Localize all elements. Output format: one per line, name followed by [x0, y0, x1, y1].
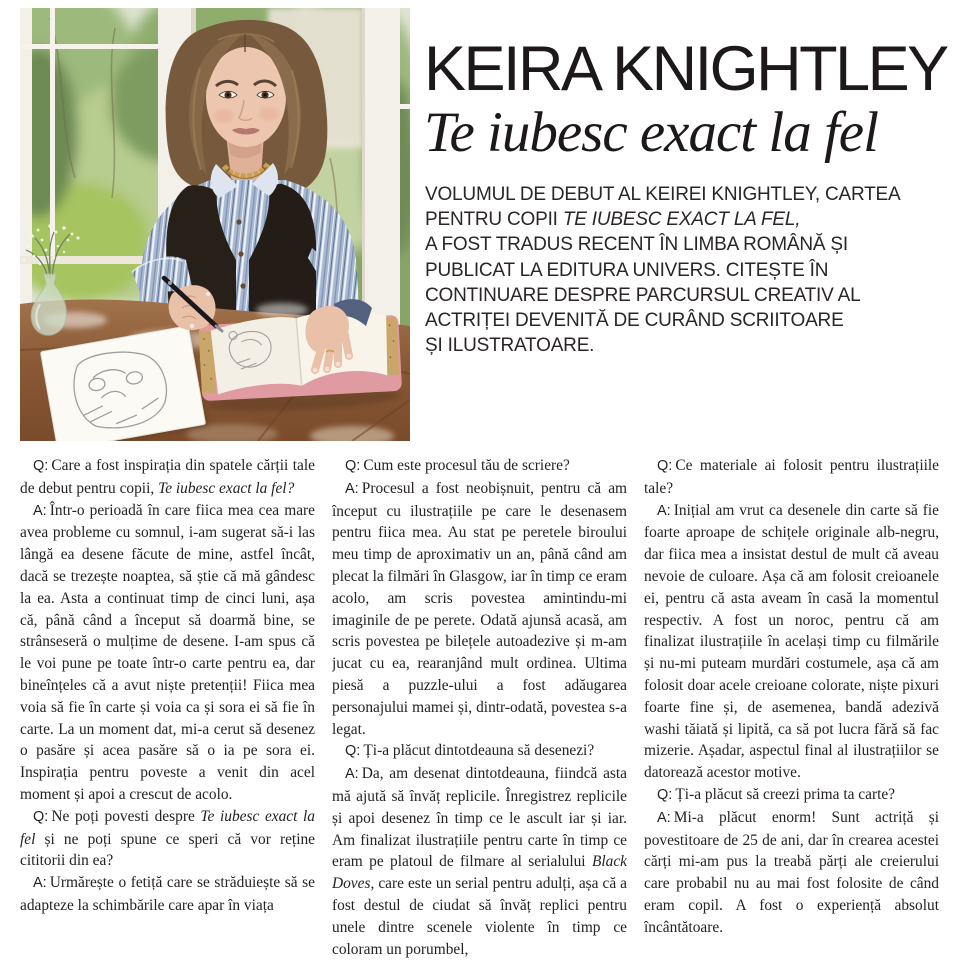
qa-label: Q: [345, 458, 361, 474]
qa-label: Q: [33, 808, 49, 825]
hero-photo-illustration [20, 8, 410, 441]
qa-label: A: [657, 809, 671, 826]
article-paragraph: A: Urmărește o fetiță care se străduiește să se adapteze la schimbările care apar în viața [20, 874, 315, 914]
qa-label: A: [345, 766, 359, 783]
article-title: KEIRA KNIGHTLEY [424, 34, 947, 104]
headline-block [424, 34, 947, 164]
article-paragraph: A: Mi-a plăcut enorm! Sunt actriță și povestitoare de 25 de ani, dar în crearea acestei cărți mi-am pus la treabă părți ale creierului care probabil nu au mai fost folosite de când eram copil. A fost o experiență absolut încântătoare. [644, 808, 939, 936]
article-paragraph: A: Da, am desenat dintotdeauna, fiindcă asta mă ajută să învăț replicile. Înregistrez replicile și apoi desenez în timp ce le ascult iar și iar. Am finalizat ilustrațiile pentru carte în timp ce eram pe platoul de filmare al serialului Black Doves, care este un serial pentru adulți, așa că a fost destul de ciudat să învăț replici pentru unele dintre scenele violente în timp ce coloram un porumbel, [332, 765, 627, 958]
article-paragraph: Q: Ți-a plăcut să creezi prima ta carte? [657, 785, 896, 803]
article-paragraph: Q: Ți-a plăcut dintotdeauna să desenezi? [345, 742, 595, 760]
article-paragraph: Q: Ce materiale ai folosit pentru ilustrațiile tale? [644, 457, 939, 497]
qa-label: A: [33, 875, 47, 892]
intro-line: ACTRIȚEI DEVENITĂ DE CURÂND SCRIITOARE [425, 310, 844, 332]
qa-label: Q: [345, 743, 361, 760]
intro-line: PUBLICAT LA EDITURA UNIVERS. CITEȘTE ÎN [425, 259, 829, 281]
hero-photo [20, 8, 410, 441]
intro-paragraph [425, 182, 953, 358]
article-column-1 [20, 455, 315, 960]
qa-label: A: [345, 480, 359, 497]
intro-line: A FOST TRADUS RECENT ÎN LIMBA ROMÂNĂ ȘI [425, 234, 848, 256]
qa-label: Q: [33, 458, 49, 474]
qa-label: A: [33, 502, 47, 519]
article-paragraph: A: Într-o perioadă în care fiica mea cea mare avea probleme cu somnul, i-am sugerat să-i las lângă ea desene făcute de mine, astfel încât, dacă se trezește noaptea, să știe că mă gândesc la ea. Asta a continuat timp de cinci luni, așa că, până când a început să doarmă bine, se strânseseră o mulțime de desene. I-am spus că le voi pune pe toate într-o carte pentru ea, dar bineînțeles că a avut niște pretenții! Fiica mea voia să fie în carte și voia ca și sora ei să fie în carte. La un moment dat, mi-a cerut să desenez o pasăre și acea pasăre să o ia pe sora ei. Inspirația pentru poveste a venit din acel moment și apoi a crescut de acolo. [20, 501, 315, 803]
qa-label: Q: [657, 458, 673, 474]
article-subtitle: Te iubesc exact la fel [424, 100, 878, 164]
intro-line: VOLUMUL DE DEBUT AL KEIREI KNIGHTLEY, CARTEA [425, 184, 901, 205]
intro-line: CONTINUARE DESPRE PARCURSUL CREATIV AL [425, 284, 861, 306]
article-column-3 [644, 455, 939, 960]
article-paragraph: Q: Ne poți povesti despre Te iubesc exact la fel și ne poți spune ce speri că vor reține cititorii din ea? [20, 807, 315, 870]
article-paragraph: A: Procesul a fost neobișnuit, pentru că am început cu ilustrațiile pe care le desenasem pentru fiica mea. Au stat pe peretele biroului meu timp de aproximativ un an, până când am plecat la filmări în Glasgow, iar în timp ce eram acolo, am scris povestea amintindu-mi imaginile de pe perete. Odată ajunsă acasă, am scris povestea pe bilețele autoadezive și m-am jucat cu ea, rearanjând mult ordinea. Ultima piesă a puzzle-ului a fost adăugarea personajului mamei și, dintr-odată, povestea s-a legat. [332, 479, 627, 738]
article-paragraph: Q: Care a fost inspirația din spatele cărții tale de debut pentru copii, Te iubesc exact la fel? [20, 457, 315, 497]
qa-label: A: [657, 502, 671, 519]
qa-label: Q: [657, 786, 673, 803]
article-paragraph: Q: Cum este procesul tău de scriere? [345, 457, 570, 474]
intro-line: ȘI ILUSTRATOARE. [425, 335, 595, 357]
article-columns [20, 455, 940, 960]
sketchbook [198, 308, 403, 415]
intro-line: PENTRU COPII TE IUBESC EXACT LA FEL, [425, 209, 801, 231]
article-column-2 [332, 455, 627, 960]
article-paragraph: A: Inițial am vrut ca desenele din carte să fie foarte aproape de schițele originale alb-negru, dar fiica mea a insistat destul de mult că aveau nevoie de culoare. Așa că am folosit creioanele ei, pentru că asta aveam în casă la momentul respectiv. A fost un noroc, pentru că am finalizat ilustrațiile în același timp cu filmările și nu-mi puteam murdări costumele, așa că am folosit doar acele creioane colorate, niște pixuri foarte fine și, de asemenea, bandă adezivă washi tăiată și lipită, ca să pot lucra fără să fac mizerie. Așadar, aspectul final al ilustrațiilor se datorează acestor motive. [644, 501, 939, 782]
